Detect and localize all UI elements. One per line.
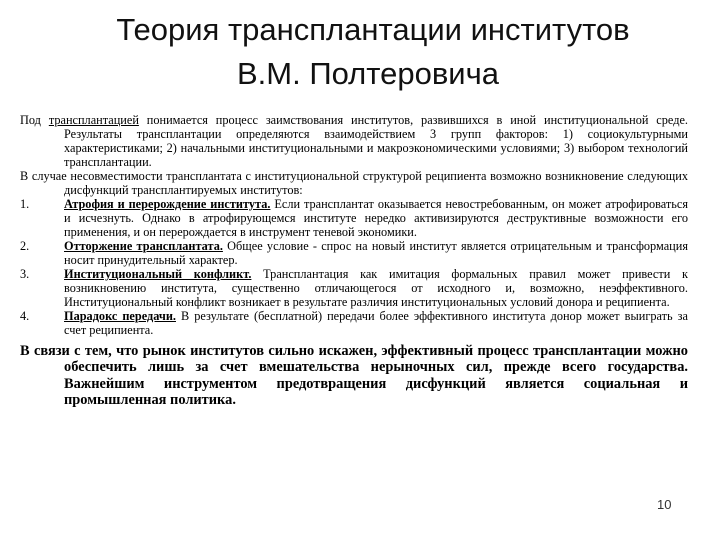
slide-title [0,8,720,96]
title-line-2: В.М. Полтеровича [236,56,500,91]
list-item-number: 4. [20,309,30,323]
list-item-text: В результате (бесплатной) передачи более эффективного института донор может выиграть за счет реципиента. [64,309,688,337]
intro-term: трансплантацией [48,113,139,127]
title-line-1: Теория трансплантации институтов [116,12,630,47]
list-item-text: Общее условие - спрос на новый институт является отрицательным и трансформация носит принудительный характер. [64,239,688,267]
list-item-text: Трансплантация как имитация формальных правил может привести к возникновению института, существенно отличающегося от исходного и, возможно, неэффективного. Институциональный конфликт возникает в результате различия институциональных условий донора и реципиента. [64,267,688,309]
list-item-term: Институциональный конфликт. [64,267,252,281]
page-number: 10 [657,497,672,512]
list-item-number: 2. [20,239,30,253]
list-item-term: Отторжение трансплантата. [64,239,223,253]
slide-body [20,113,688,408]
list-item-number: 1. [20,197,30,211]
list-item-3 [20,267,688,309]
intro-paragraph [20,113,688,169]
intro-pre: Под [20,113,49,127]
list-item-term: Атрофия и перерождение института. [64,197,271,211]
list-item-2 [20,239,688,267]
list-item-term: Парадокс передачи. [64,309,176,323]
list-item-1 [20,197,688,239]
intro-text: понимается процесс заимствования институтов, развившихся в иной институциональной среде. Результаты трансплантации определяются взаимодействием 3 групп факторов: 1) социокультурными характеристиками; 2) начальными институциональными и макроэкономическими условиями; 3) выбором технологий трансплантации. [64,113,688,169]
lead-paragraph: В случае несовместимости трансплантата с институциональной структурой реципиента возможно возникновение следующих дисфункций трансплантируемых институтов: [20,169,688,197]
list-item-text: Если трансплантат оказывается невостребованным, он может атрофироваться и исчезнуть. Однако в атрофирующемся институте нередко активизируются деструктивные возможности его применения, и он перерождается в инструмент теневой экономики. [64,197,688,239]
conclusion-paragraph: В связи с тем, что рынок институтов сильно искажен, эффективный процесс трансплантации можно обеспечить лишь за счет вмешательства нерыночных сил, прежде всего государства. Важнейшим инструментом предотвращения дисфункций является социальная и промышленная политика. [20,343,688,408]
list-item-number: 3. [20,267,30,281]
list-item-4 [20,309,688,337]
